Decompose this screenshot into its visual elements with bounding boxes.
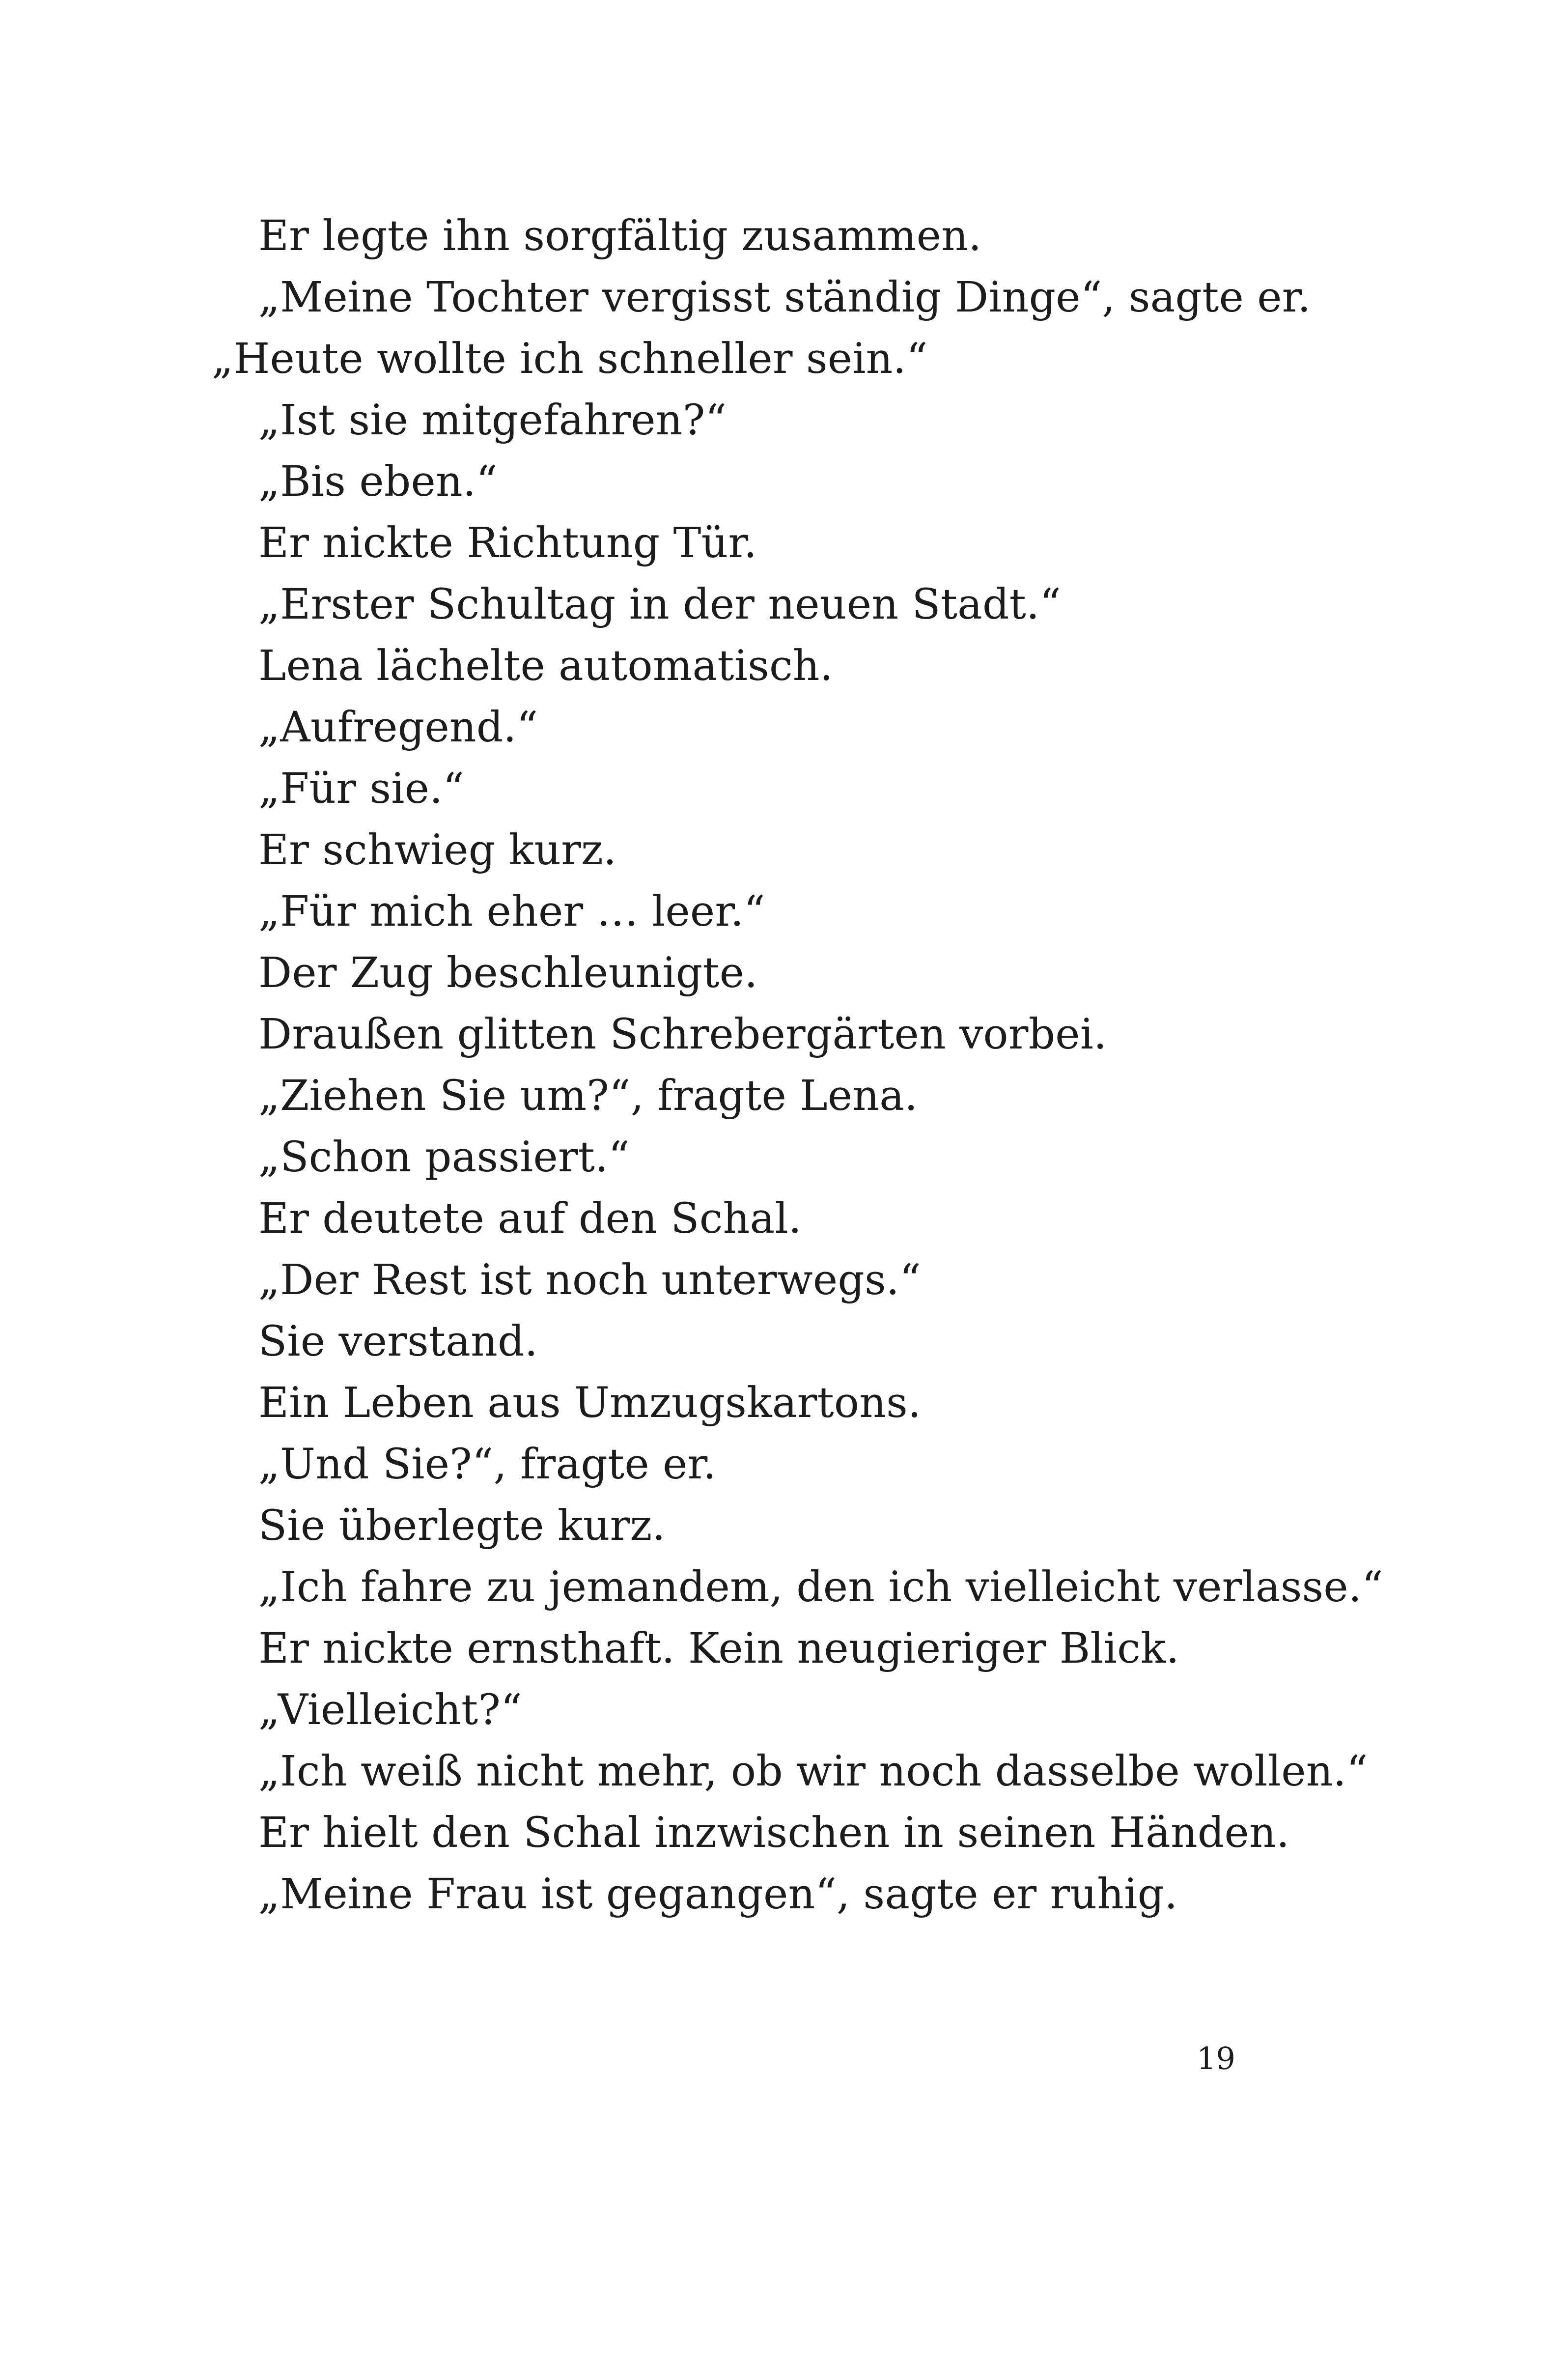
text-line: Sie überlegte kurz. [258,1502,666,1550]
text-line: Lena lächelte automatisch. [258,642,833,690]
text-line: Er nickte Richtung Tür. [258,519,757,567]
text-line: „Aufregend.“ [258,703,538,752]
text-line: „Ziehen Sie um?“, fragte Lena. [258,1072,918,1120]
text-line: Ein Leben aus Umzugskartons. [258,1379,922,1427]
text-line: „Bis eben.“ [258,457,498,506]
text-line: Er deutete auf den Schal. [258,1194,802,1243]
text-line: Draußen glitten Schrebergärten vorbei. [258,1010,1107,1059]
page-number: 19 [1197,2040,1235,2076]
text-line: „Meine Frau ist gegangen“, sagte er ruhig. [258,1870,1178,1919]
text-line: „Schon passiert.“ [258,1133,630,1182]
text-line: „Meine Tochter vergisst ständig Dinge“, sagte er. [258,273,1311,322]
text-line: Er schwieg kurz. [258,826,617,875]
text-line: Der Zug beschleunigte. [258,949,758,997]
text-line: „Heute wollte ich schneller sein.“ [212,335,928,383]
text-line: Er legte ihn sorgfältig zusammen. [258,212,982,260]
text-line: „Erster Schultag in der neuen Stadt.“ [258,580,1061,629]
text-line: „Der Rest ist noch unterwegs.“ [258,1256,921,1304]
text-line: „Vielleicht?“ [258,1686,522,1734]
text-line: Sie verstand. [258,1317,538,1366]
text-line: Er nickte ernsthaft. Kein neugieriger Blick. [258,1624,1179,1673]
text-line: „Für sie.“ [258,765,464,813]
text-line: „Und Sie?“, fragte er. [258,1440,717,1489]
text-line: Er hielt den Schal inzwischen in seinen Händen. [258,1809,1290,1857]
text-line: „Ich weiß nicht mehr, ob wir noch dasselbe wollen.“ [258,1747,1368,1796]
text-line: „Ich fahre zu jemandem, den ich vielleicht verlasse.“ [258,1563,1383,1612]
text-line: „Für mich eher … leer.“ [258,887,765,936]
text-line: „Ist sie mitgefahren?“ [258,396,727,445]
